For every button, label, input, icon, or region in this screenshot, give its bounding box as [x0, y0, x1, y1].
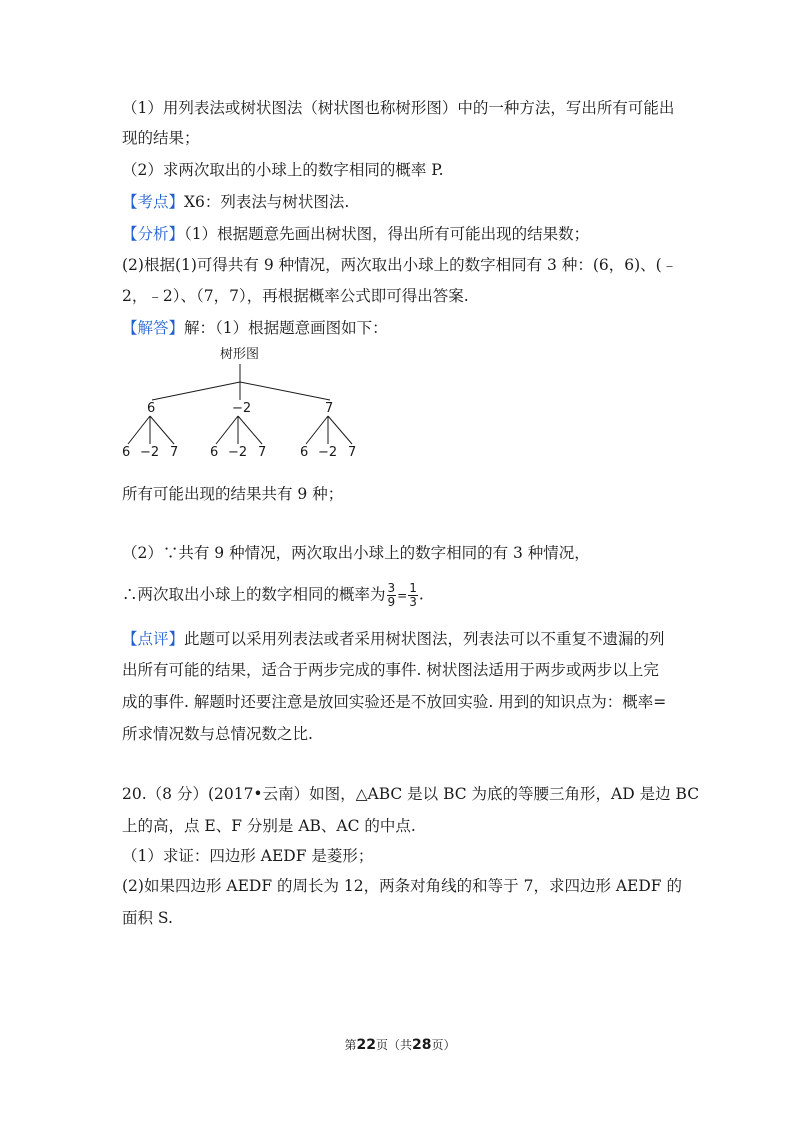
total-pages: 28	[412, 1037, 432, 1053]
tree-edge-3a	[306, 416, 328, 444]
tree-leaf-2a: 6	[210, 445, 219, 460]
dianping-text-1: 此题可以采用列表法或者采用树状图法，列表法可以不重复不遗漏的列	[184, 630, 665, 648]
jieda-tag: 【解答】	[122, 319, 185, 337]
tree-branch-1	[152, 382, 240, 400]
tree-edge-2c	[238, 416, 262, 444]
tree-node-l1-2: −2	[232, 401, 252, 416]
tree-diagram	[114, 342, 374, 462]
kaodian-text: X6：列表法与树状图法.	[184, 193, 350, 211]
fraction-1-3: $\frac{1}{3}$	[409, 581, 417, 609]
jieda-text: 解：（1）根据题意画图如下：	[184, 319, 388, 337]
fenxi-line-1	[122, 224, 589, 244]
tree-leaf-1a: 6	[122, 445, 131, 460]
part2-line-2	[122, 582, 424, 609]
dianping-tag: 【点评】	[122, 630, 185, 648]
tree-edge-1a	[128, 416, 150, 444]
page-number: 22	[356, 1037, 376, 1053]
q20-line-1: 20.（8 分）(2017•云南）如图，△ABC 是以 BC 为底的等腰三角形，AD 是边 BC	[122, 785, 700, 803]
dianping-line-3: 成的事件. 解题时还要注意是放回实验还是不放回实验. 用到的知识点为：概率=	[122, 693, 667, 711]
dianping-line-4: 所求情况数与总情况数之比.	[122, 725, 313, 743]
q20-line-3: （1）求证：四边形 AEDF 是菱形；	[122, 847, 374, 865]
tree-leaf-2c: 7	[258, 445, 267, 460]
equals-sign: =	[397, 588, 408, 603]
tree-edge-3c	[328, 416, 352, 444]
fenxi-text-1: （1）根据题意先画出树状图，得出所有可能出现的结果数；	[184, 225, 590, 243]
tree-edge-1c	[150, 416, 174, 444]
tree-node-l1-3: 7	[325, 401, 334, 416]
q19-line-2: 现的结果；	[122, 129, 200, 147]
period: .	[418, 585, 424, 604]
result-line: 所有可能出现的结果共有 9 种；	[122, 485, 344, 503]
q20-line-4: (2)如果四边形 AEDF 的周长为 12，两条对角线的和等于 7，求四边形 AEDF 的	[122, 877, 682, 895]
fraction-3-9: $\frac{3}{9}$	[387, 581, 396, 609]
fenxi-line-3: 2，﹣2）、（7，7），再根据概率公式即可得出答案.	[122, 287, 469, 305]
q20-line-2: 上的高，点 E、F 分别是 AB、AC 的中点.	[122, 817, 416, 835]
tree-leaf-2b: −2	[228, 445, 248, 460]
probability-text: ∴两次取出小球上的数字相同的概率为	[122, 585, 386, 604]
fenxi-tag: 【分析】	[122, 225, 185, 243]
tree-edge-2a	[216, 416, 238, 444]
q19-line-1: （1）用列表法或树状图法（树状图也称树形图）中的一种方法，写出所有可能出	[122, 99, 675, 117]
tree-title: 树形图	[220, 347, 260, 362]
tree-branch-3	[240, 382, 330, 400]
kaodian-tag: 【考点】	[122, 193, 185, 211]
tree-leaf-1c: 7	[170, 445, 179, 460]
page-footer: 第22页（共28页）	[344, 1037, 456, 1053]
dianping-line-2: 出所有可能的结果，适合于两步完成的事件. 树状图法适用于两步或两步以上完	[122, 661, 659, 679]
part2-line-1: （2）∵共有 9 种情况，两次取出小球上的数字相同的有 3 种情况，	[122, 544, 590, 562]
kaodian-line	[122, 192, 349, 212]
tree-leaf-3b: −2	[318, 445, 338, 460]
q20-line-5: 面积 S.	[122, 909, 173, 927]
dianping-line-1	[122, 629, 665, 649]
tree-leaf-3a: 6	[300, 445, 309, 460]
tree-node-l1-1: 6	[147, 401, 156, 416]
jieda-line	[122, 318, 388, 338]
fenxi-line-2: (2)根据(1)可得共有 9 种情况，两次取出小球上的数字相同有 3 种：(6，6)、(﹣	[122, 256, 678, 274]
tree-leaf-1b: −2	[140, 445, 160, 460]
tree-leaf-3c: 7	[348, 445, 357, 460]
q19-line-3: （2）求两次取出的小球上的数字相同的概率 P.	[122, 161, 444, 179]
